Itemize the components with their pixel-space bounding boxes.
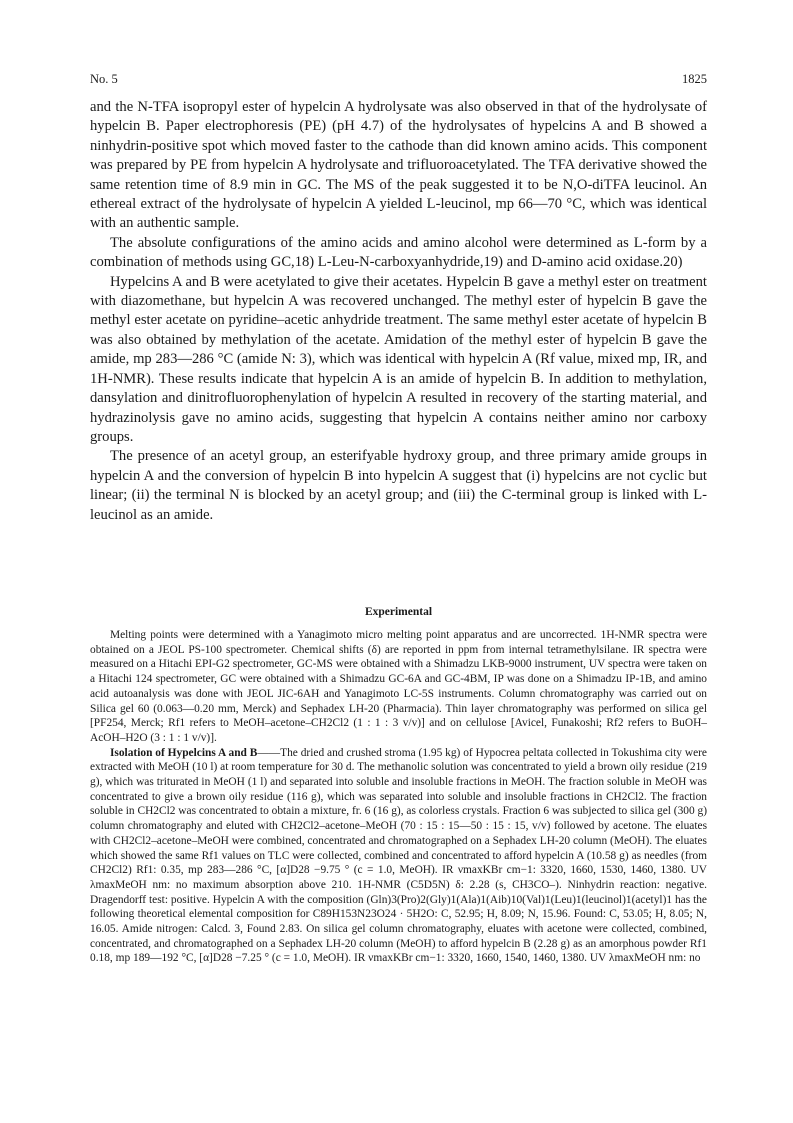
- paragraph-3: Hypelcins A and B were acetylated to give their acetates. Hypelcin B gave a methyl ester on treatment with diazomethane, but hypelcin A was recovered unchanged. The methyl ester of hypelcin B gave the methyl ester acetate on pyridine–acetic anhydride treatment. The same methyl ester acetate of hypelcin B was also obtained by methylation of the acetate. Amidation of the methyl ester of hypelcin B gave the amide, mp 283—286 °C (amide N: 3), which was identical with hypelcin A (Rf value, mixed mp, IR, and 1H-NMR). These results indicate that hypelcin A is an amide of hypelcin B. In addition to methylation, dansylation and dinitrofluorophenylation of hypelcin A resulted in recovery of the starting material, and hydrazinolysis gave no amino acids, suggesting that hypelcin A contains neither amino nor carboxy groups.: [90, 273, 707, 445]
- section-heading-experimental: Experimental: [364, 606, 433, 618]
- isolation-paragraph: [90, 746, 707, 967]
- experimental-section: [90, 628, 707, 966]
- results-text: [90, 98, 707, 525]
- paragraph-1: and the N-TFA isopropyl ester of hypelcin A hydrolysate was also observed in that of the hydrolysate of hypelcin B. Paper electrophoresis (PE) (pH 4.7) of the hydrolysates of hypelcins A and B showed a ninhydrin-positive spot which moved faster to the cathode than did known amino acids. This component was prepared by PE from hypelcin A hydrolysate and trifluoroacetylated. The TFA derivative showed the same retention time of 8.9 min in GC. The MS of the peak suggested it to be N,O-diTFA leucinol. An ethereal extract of the hydrolysate of hypelcin A yielded L-leucinol, mp 66—70 °C, which was identical with an authentic sample.: [90, 99, 707, 232]
- isolation-text: ——The dried and crushed stroma (1.95 kg) of Hypocrea peltata collected in Tokushima city were extracted with MeOH (10 l) at room temperature for 30 d. The methanolic solution was concentrated to yield a brown oily residue (219 g), which was triturated in MeOH (1 l) and separated into soluble and insoluble fractions in MeOH. The fraction soluble in MeOH was concentrated to give a brown oily residue (116 g), which was separated into soluble and insoluble fractions in CH2Cl2. The fraction soluble in CH2Cl2 was concentrated to obtain a mixture, fr. 6 (16 g), as colorless crystals. Fraction 6 was subjected to silica gel (300 g) column chromatography and eluted with CH2Cl2–acetone–MeOH (70 : 15 : 15—50 : 15 : 15, v/v) followed by acetone. The eluates with CH2Cl2–acetone–MeOH were combined, concentrated and chromatographed on a Sephadex LH-20 column (MeOH). The eluates which showed the same Rf1 values on TLC were collected, combined and concentrated to afford hypelcin A (10.58 g) as needles (from CH2Cl2) Rf1: 0.35, mp 283—286 °C, [α]D28 −9.75 ° (c = 1.0, MeOH). IR νmaxKBr cm−1: 3320, 1660, 1530, 1460, 1380. UV λmaxMeOH nm: no maximum absorption above 210. 1H-NMR (C5D5N) δ: 2.28 (s, CH3CO–). Ninhydrin reaction: negative. Dragendorff test: positive. Hypelcin A with the composition (Gln)3(Pro)2(Gly)1(Ala)1(Aib)10(Val)1(Leu)1(leucinol)1(acetyl)1 has the following theoretical elemental composition for C89H153N23O24 · 5H2O: C, 52.95; H, 8.09; N, 15.96. Found: C, 53.05; H, 8.05; N, 16.05. Amide nitrogen: Calcd. 3, Found 2.83. On silica gel column chromatography, eluates with acetone were collected, combined, concentrated, and chromatographed on a Sephadex LH-20 column (MeOH) to afford hypelcin B (2.28 g) as an amorphous powder Rf1 0.18, mp 189—192 °C, [α]D28 −7.25 ° (c = 1.0, MeOH). IR νmaxKBr cm−1: 3320, 1660, 1540, 1460, 1380. UV λmaxMeOH nm: no: [90, 746, 707, 965]
- instruments-paragraph: Melting points were determined with a Yanagimoto micro melting point apparatus and are uncorrected. 1H-NMR spectra were obtained on a JEOL PS-100 spectrometer. Chemical shifts (δ) are reported in ppm from internal tetramethylsilane. IR spectra were measured on a Hitachi EPI-G2 spectrometer, GC-MS were obtained with a Shimadzu LKB-9000 instrument, UV spectra were taken on a Hitachi 124 spectrometer, GC were obtained with a Shimadzu GC-6A and GC-4BM, IP was done on a Shimadzu IP-1B, and amino acid autoanalysis was done with JEOL JIC-6AH and Yanagimoto LC-5S instruments. Column chromatography was carried out on Silica gel 60 (0.063—0.20 mm, Merck) and Sephadex LH-20 (Pharmacia). Thin layer chromatography was performed on silica gel [PF254, Merck; Rf1 refers to MeOH–acetone–CH2Cl2 (1 : 1 : 3 v/v)] and on cellulose [Avicel, Funakoshi; Rf2 refers to BuOH–AcOH–H2O (3 : 1 : 1 v/v)].: [90, 629, 707, 744]
- isolation-heading: Isolation of Hypelcins A and B: [110, 746, 258, 759]
- journal-issue: No. 5: [90, 72, 118, 86]
- paragraph-2: The absolute configurations of the amino acids and amino alcohol were determined as L-form by a combination of methods using GC,18) L-Leu-N-carboxyanhydride,19) and D-amino acid oxidase.20): [90, 234, 707, 271]
- paragraph-4: The presence of an acetyl group, an esterifyable hydroxy group, and three primary amide groups in hypelcin A and the conversion of hypelcin B into hypelcin A suggest that (i) hypelcins are not cyclic but linear; (ii) the terminal N is blocked by an acetyl group; and (iii) the C-terminal group is linked with L-leucinol as an amide.: [90, 448, 707, 523]
- page-number: 1825: [682, 72, 707, 86]
- running-header: [90, 72, 707, 88]
